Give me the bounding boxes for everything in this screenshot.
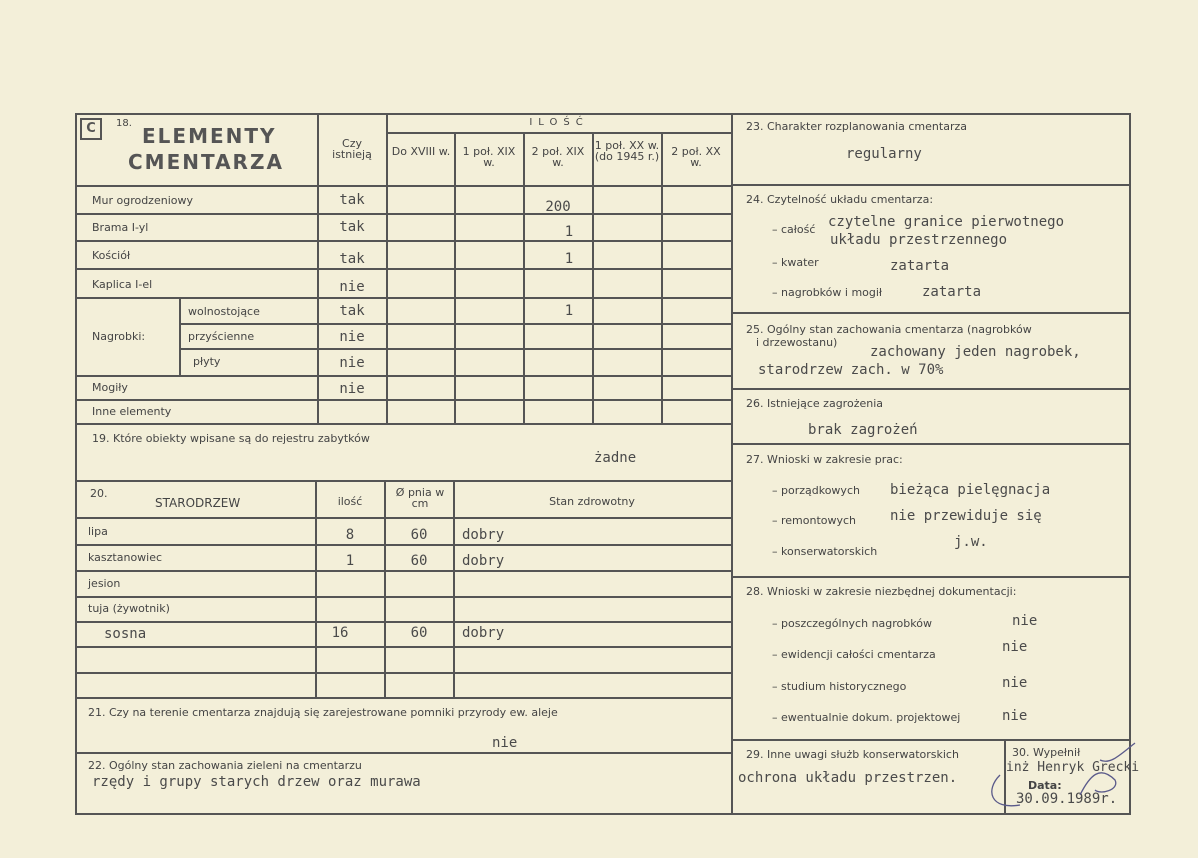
t20-row-line xyxy=(75,621,731,623)
exists-value-mur: tak xyxy=(339,192,365,208)
section24-kwater-value: zatarta xyxy=(890,258,950,274)
section28-value-nagrobkow: nie xyxy=(1012,613,1038,629)
section22-value: rzędy i grupy starych drzew oraz murawa xyxy=(92,774,421,790)
value-2xix-brama: 1 xyxy=(564,224,574,240)
exists-value-kosciol: tak xyxy=(339,251,365,267)
section26-label: 26. Istniejące zagrożenia xyxy=(746,397,884,410)
row-label-plyty: płyty xyxy=(193,355,221,368)
t18-row-line xyxy=(75,399,731,401)
row-label-kaplica: Kaplica I-el xyxy=(92,278,153,291)
row-label-mur: Mur ogrodzeniowy xyxy=(92,194,193,207)
t18-row-line xyxy=(179,323,731,325)
section18-title-line1: ELEMENTY xyxy=(142,124,277,148)
section20-col-ilosc: ilość xyxy=(337,495,363,508)
t18-v4 xyxy=(523,132,525,423)
section28-value-projektowej: nie xyxy=(1002,708,1028,724)
col-exists-header: Czy istnieją xyxy=(332,137,372,161)
section27-value-konserwatorskich: j.w. xyxy=(954,534,988,550)
section27-item-konserwatorskich: – konserwatorskich xyxy=(772,545,878,558)
section26-value: brak zagrożeń xyxy=(808,422,918,438)
s26-bottom-line xyxy=(731,443,1129,445)
section18-title-line2: CMENTARZA xyxy=(128,150,284,174)
section30-date-value: 30.09.1989r. xyxy=(1016,791,1118,807)
t18-row-line xyxy=(75,268,731,270)
col-ilosc-header: ILOŚĆ xyxy=(529,117,589,128)
row-label-przyscienne: przyścienne xyxy=(188,330,255,343)
value-2xix-wolnostojace: 1 xyxy=(564,303,574,319)
t20-row-line xyxy=(75,672,731,674)
section20-col-pnia: Ø pnia w cm xyxy=(395,486,445,510)
tree-stan-kasztanowiec: dobry xyxy=(462,553,505,569)
section21-label: 21. Czy na terenie cmentarza znajdują się zarejestrowane pomniki przyrody ew. aleje xyxy=(88,706,558,719)
t18-row-line xyxy=(75,375,731,377)
section18-number: 18. xyxy=(116,118,132,129)
tree-stan-lipa: dobry xyxy=(462,527,505,543)
section28-value-studium: nie xyxy=(1002,675,1028,691)
t20-bottom-line xyxy=(75,697,731,699)
section24-calosc-value2: układu przestrzennego xyxy=(830,232,1008,248)
frame-bottom xyxy=(75,813,1130,815)
section28-item-studium: – studium historycznego xyxy=(772,680,907,693)
s19-bottom-line xyxy=(75,480,731,482)
tree-label-kasztanowiec: kasztanowiec xyxy=(88,551,163,564)
value-2xix-kosciol: 1 xyxy=(564,251,574,267)
tree-label-jesion: jesion xyxy=(88,577,121,590)
section20-col-stan: Stan zdrowotny xyxy=(549,495,635,508)
row-label-nagrobki: Nagrobki: xyxy=(92,330,146,343)
section20-title: STARODRZEW xyxy=(155,496,241,510)
section19-value: żadne xyxy=(594,450,637,466)
t18-v5 xyxy=(592,132,594,423)
section25-label1: 25. Ogólny stan zachowania cmentarza (nagrobków xyxy=(746,323,1032,336)
col-header-1xx: 1 poł. XX w. (do 1945 r.) xyxy=(594,139,660,163)
tree-ilosc-kasztanowiec: 1 xyxy=(345,553,355,569)
section23-value: regularny xyxy=(846,146,922,162)
section27-item-porzadkowych: – porządkowych xyxy=(772,484,860,497)
tree-pnia-sosna: 60 xyxy=(410,625,428,641)
s25-bottom-line xyxy=(731,388,1129,390)
section28-item-nagrobkow: – poszczególnych nagrobków xyxy=(772,617,932,630)
t20-row-line xyxy=(75,596,731,598)
tree-stan-sosna: dobry xyxy=(462,625,505,641)
tree-pnia-lipa: 60 xyxy=(410,527,428,543)
frame-left xyxy=(75,113,77,815)
section28-value-ewidencji: nie xyxy=(1002,639,1028,655)
section24-label: 24. Czytelność układu cmentarza: xyxy=(746,193,934,206)
section24-calosc-label: – całość xyxy=(772,223,816,236)
s27-bottom-line xyxy=(731,576,1129,578)
tree-ilosc-sosna: 16 xyxy=(331,625,349,641)
row-label-brama: Brama I-yl xyxy=(92,221,149,234)
t18-row-line xyxy=(75,297,731,299)
section28-item-ewidencji: – ewidencji całości cmentarza xyxy=(772,648,936,661)
frame-top xyxy=(75,113,1130,115)
t20-v2 xyxy=(384,480,386,697)
s21-bottom-line xyxy=(75,752,731,754)
t18-row-line xyxy=(75,213,731,215)
section27-item-remontowych: – remontowych xyxy=(772,514,857,527)
exists-value-plyty: nie xyxy=(339,355,365,371)
frame-right xyxy=(1129,113,1131,815)
row-label-wolnostojace: wolnostojące xyxy=(188,305,260,318)
section30-name: inż Henryk Grecki xyxy=(1006,760,1140,775)
tree-pnia-kasztanowiec: 60 xyxy=(410,553,428,569)
section29-value: ochrona układu przestrzen. xyxy=(738,770,958,786)
t18-row-line xyxy=(75,240,731,242)
section27-value-remontowych: nie przewiduje się xyxy=(890,508,1042,524)
t20-row-line xyxy=(75,570,731,572)
section19-label: 19. Które obiekty wpisane są do rejestru zabytków xyxy=(92,432,370,445)
section28-item-projektowej: – ewentualnie dokum. projektowej xyxy=(772,711,961,724)
t20-row-line xyxy=(75,544,731,546)
section25-label2: i drzewostanu) xyxy=(756,336,838,349)
table18-header-line xyxy=(75,185,731,187)
section20-number: 20. xyxy=(90,487,108,500)
row-label-kosciol: Kościół xyxy=(92,249,131,262)
s23-bottom-line xyxy=(731,184,1129,186)
t18-row-line xyxy=(179,348,731,350)
exists-value-przyscienne: nie xyxy=(339,329,365,345)
tree-label-lipa: lipa xyxy=(88,525,108,538)
row-label-inne: Inne elementy xyxy=(92,405,172,418)
t18-bottom-line xyxy=(75,423,731,425)
t20-v1 xyxy=(315,480,317,697)
s24-bottom-line xyxy=(731,312,1129,314)
t20-header-line xyxy=(75,517,731,519)
exists-value-kaplica: nie xyxy=(339,279,365,295)
section30-label: 30. Wypełnił xyxy=(1012,746,1081,759)
section25-value1: zachowany jeden nagrobek, xyxy=(870,344,1081,360)
section27-value-porzadkowych: bieżąca pielęgnacja xyxy=(890,482,1051,498)
t18-nagrobki-v xyxy=(179,298,181,376)
section24-nagrobkow-label: – nagrobków i mogił xyxy=(772,286,883,299)
t20-row-line xyxy=(75,646,731,648)
exists-value-mogily: nie xyxy=(339,381,365,397)
section24-calosc-value1: czytelne granice pierwotnego xyxy=(828,214,1065,230)
section21-value: nie xyxy=(492,735,518,751)
ilosc-line xyxy=(387,132,731,134)
exists-value-wolnostojace: tak xyxy=(339,303,365,319)
t20-v3 xyxy=(453,480,455,697)
tree-label-tuja: tuja (żywotnik) xyxy=(88,602,170,615)
col-header-xviii: Do XVIII w. xyxy=(391,145,451,158)
t18-v3 xyxy=(454,132,456,423)
signature-image xyxy=(980,735,1160,815)
section27-label: 27. Wnioski w zakresie prac: xyxy=(746,453,903,466)
section24-kwater-label: – kwater xyxy=(772,256,819,269)
col-header-1xix: 1 poł. XIX w. xyxy=(462,145,516,169)
col-header-2xix: 2 poł. XIX w. xyxy=(531,145,585,169)
col-header-2xx: 2 poł. XX w. xyxy=(671,145,721,169)
row-label-mogily: Mogiły xyxy=(92,381,128,394)
tree-label-sosna: sosna xyxy=(104,626,147,642)
section28-label: 28. Wnioski w zakresie niezbędnej dokumentacji: xyxy=(746,585,1017,598)
form-code-box: C xyxy=(80,118,102,140)
value-2xix-mur: 200 xyxy=(545,199,571,215)
tree-ilosc-lipa: 8 xyxy=(345,527,355,543)
t18-v6 xyxy=(661,132,663,423)
section23-label: 23. Charakter rozplanowania cmentarza xyxy=(746,120,967,133)
frame-middle xyxy=(731,113,733,815)
section25-value2: starodrzew zach. w 70% xyxy=(758,362,944,378)
section30-date-label: Data: xyxy=(1028,779,1062,792)
section24-nagrobkow-value: zatarta xyxy=(922,284,982,300)
section22-label: 22. Ogólny stan zachowania zieleni na cmentarzu xyxy=(88,759,362,772)
section29-label: 29. Inne uwagi służb konserwatorskich xyxy=(746,748,959,761)
exists-value-brama: tak xyxy=(339,219,365,235)
